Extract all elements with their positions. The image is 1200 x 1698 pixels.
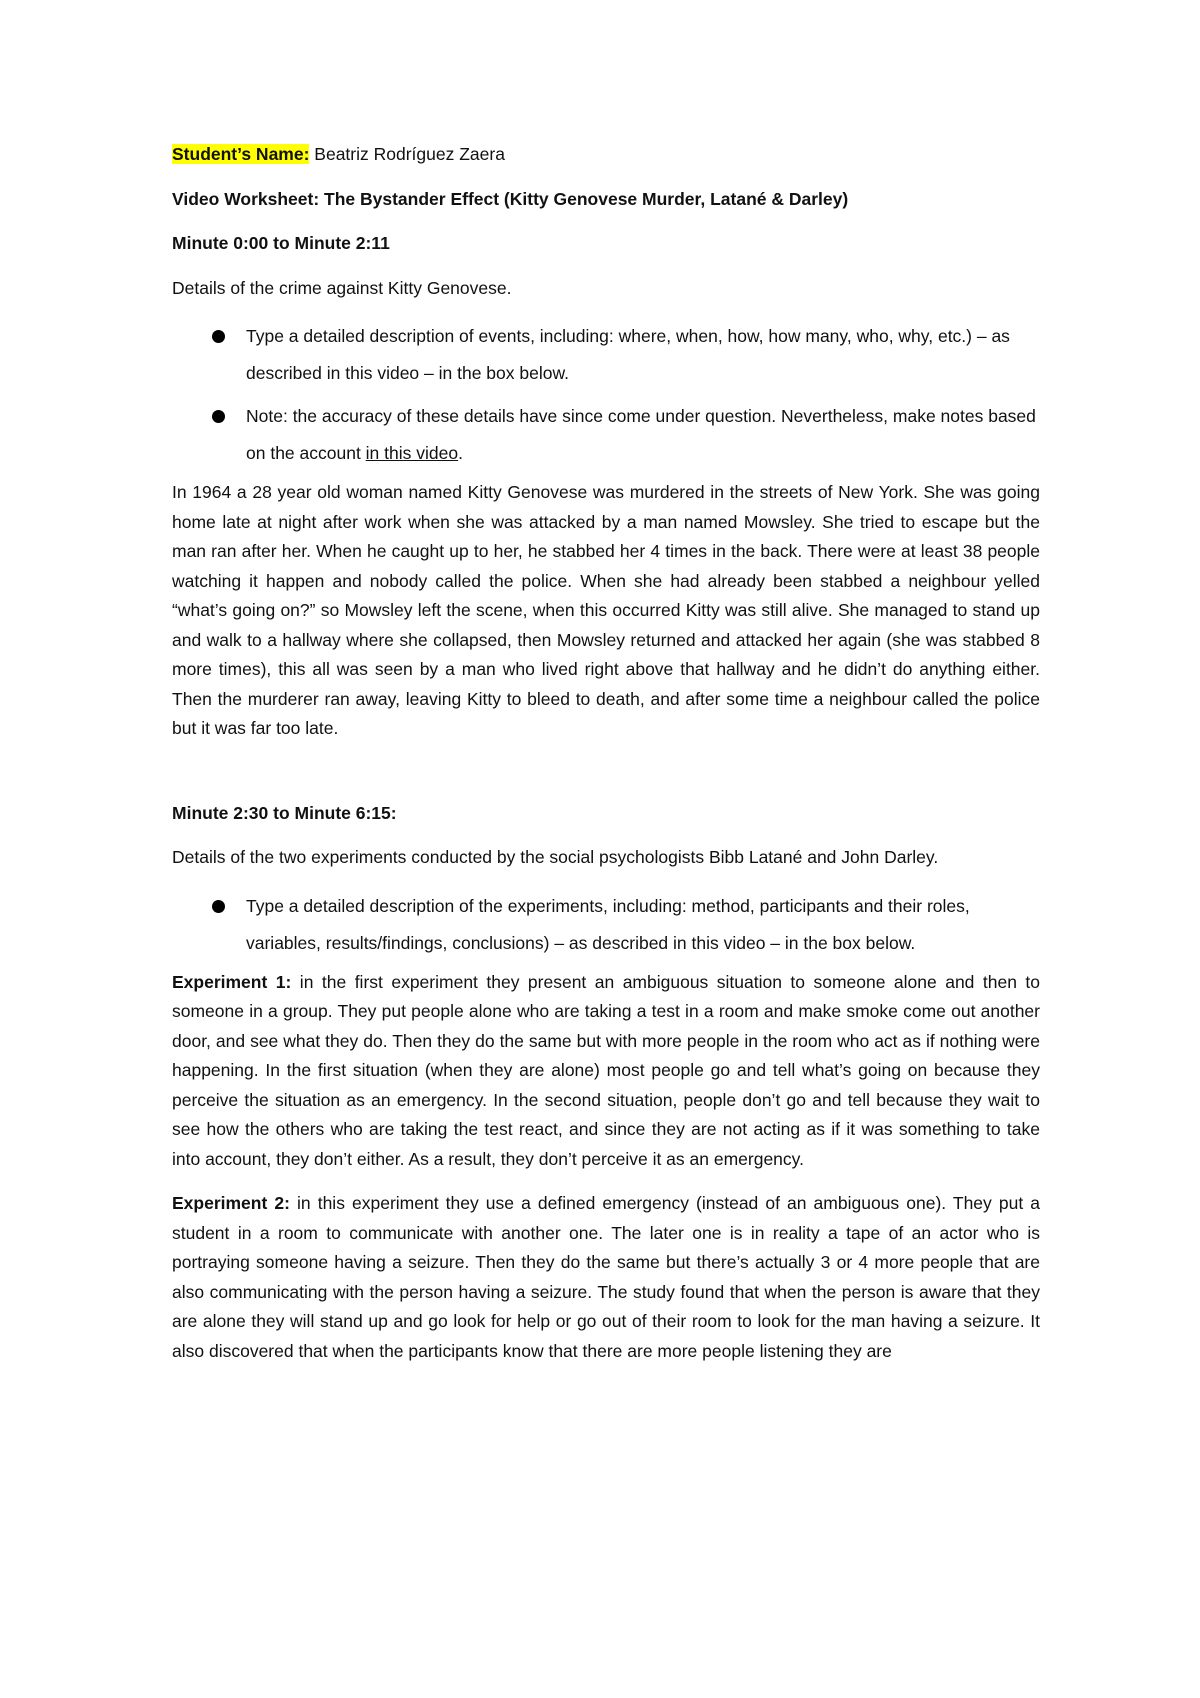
experiment-2-paragraph <box>172 1189 1040 1366</box>
section-spacer <box>172 759 1040 799</box>
experiment-1-label: Experiment 1: <box>172 971 292 992</box>
section2-bullet-1 <box>172 888 1040 962</box>
experiment-1-text: in the first experiment they present an ambiguous situation to someone alone and then to someone in a group. They put people alone who are taking a test in a room and make smoke come out another door, and see what they do. Then they do the same but with more people in the room who act as if nothing were happening. In the first situation (when they are alone) most people go and tell what’s going on because they perceive the situation as an emergency. In the second situation, people don’t go and tell because they wait to see how the others who are taking the test react, and since they are not acting as if it was something to take into account, they don’t either. As a result, they don’t perceive it as an emergency. <box>172 971 1040 1169</box>
student-name-label: Student’s Name: <box>172 144 310 164</box>
section2-bullet-1-text: Type a detailed description of the experiments, including: method, participants and their roles, variables, results/findings, conclusions) – as described in this video – in the box below. <box>246 895 970 953</box>
experiment-2-text: in this experiment they use a defined emergency (instead of an ambiguous one). They put a student in a room to communicate with another one. The later one is in reality a tape of an actor who is portraying someone having a seizure. Then they do the same but there’s actually 3 or 4 more people that are also communicating with the person having a seizure. The study found that when the person is aware that they are alone they will stand up and go look for help or go out of their room to look for the man having a seizure. It also discovered that when the participants know that there are more people listening they are <box>172 1193 1040 1361</box>
bullet-icon <box>212 410 225 423</box>
section1-answer: In 1964 a 28 year old woman named Kitty Genovese was murdered in the streets of New York. She was going home late at night after work when she was attacked by a man named Mowsley. She tried to escape but the man ran after her. When he caught up to her, he stabbed her 4 times in the back. There were at least 38 people watching it happen and nobody called the police. When she had already been stabbed a neighbour yelled “what’s going on?” so Mowsley left the scene, when this occurred Kitty was still alive. She managed to stand up and walk to a hallway where she collapsed, then Mowsley returned and attacked her again (she was stabbed 8 more times), this all was seen by a man who lived right above that hallway and he didn’t do anything either. Then the murderer ran away, leaving Kitty to bleed to death, and after some time a neighbour called the police but it was far too late. <box>172 482 1040 738</box>
section1-instructions <box>172 318 1040 472</box>
bullet-icon <box>212 330 225 343</box>
section1-bullet-2-end: . <box>458 443 463 463</box>
student-name-value: Beatriz Rodríguez Zaera <box>309 144 505 164</box>
experiment-2-label: Experiment 2: <box>172 1193 290 1213</box>
document-page <box>172 140 1040 1381</box>
student-name-line <box>172 140 1040 170</box>
section1-bullet-2-underlined: in this video <box>365 443 459 463</box>
section2-heading: Minute 2:30 to Minute 6:15: <box>172 802 397 823</box>
section1-bullet-1-text: Type a detailed description of events, including: where, when, how, how many, who, why, etc.) – as described in this video – in the box below. <box>246 326 1010 383</box>
bullet-icon <box>212 900 225 913</box>
section1-prompt: Details of the crime against Kitty Genovese. <box>172 277 512 298</box>
section1-heading: Minute 0:00 to Minute 2:11 <box>172 233 390 253</box>
section1-bullet-1 <box>172 318 1040 392</box>
experiment-1-paragraph <box>172 968 1040 1175</box>
worksheet-title: Video Worksheet: The Bystander Effect (Kitty Genovese Murder, Latané & Darley) <box>172 188 849 209</box>
section2-prompt: Details of the two experiments conducted by the social psychologists Bibb Latané and John Darley. <box>172 847 939 867</box>
section1-bullet-2-text: Note: the accuracy of these details have since come under question. Nevertheless, make notes based on the account <box>246 406 1036 463</box>
section2-instructions <box>172 888 1040 962</box>
section1-bullet-2 <box>172 398 1040 472</box>
